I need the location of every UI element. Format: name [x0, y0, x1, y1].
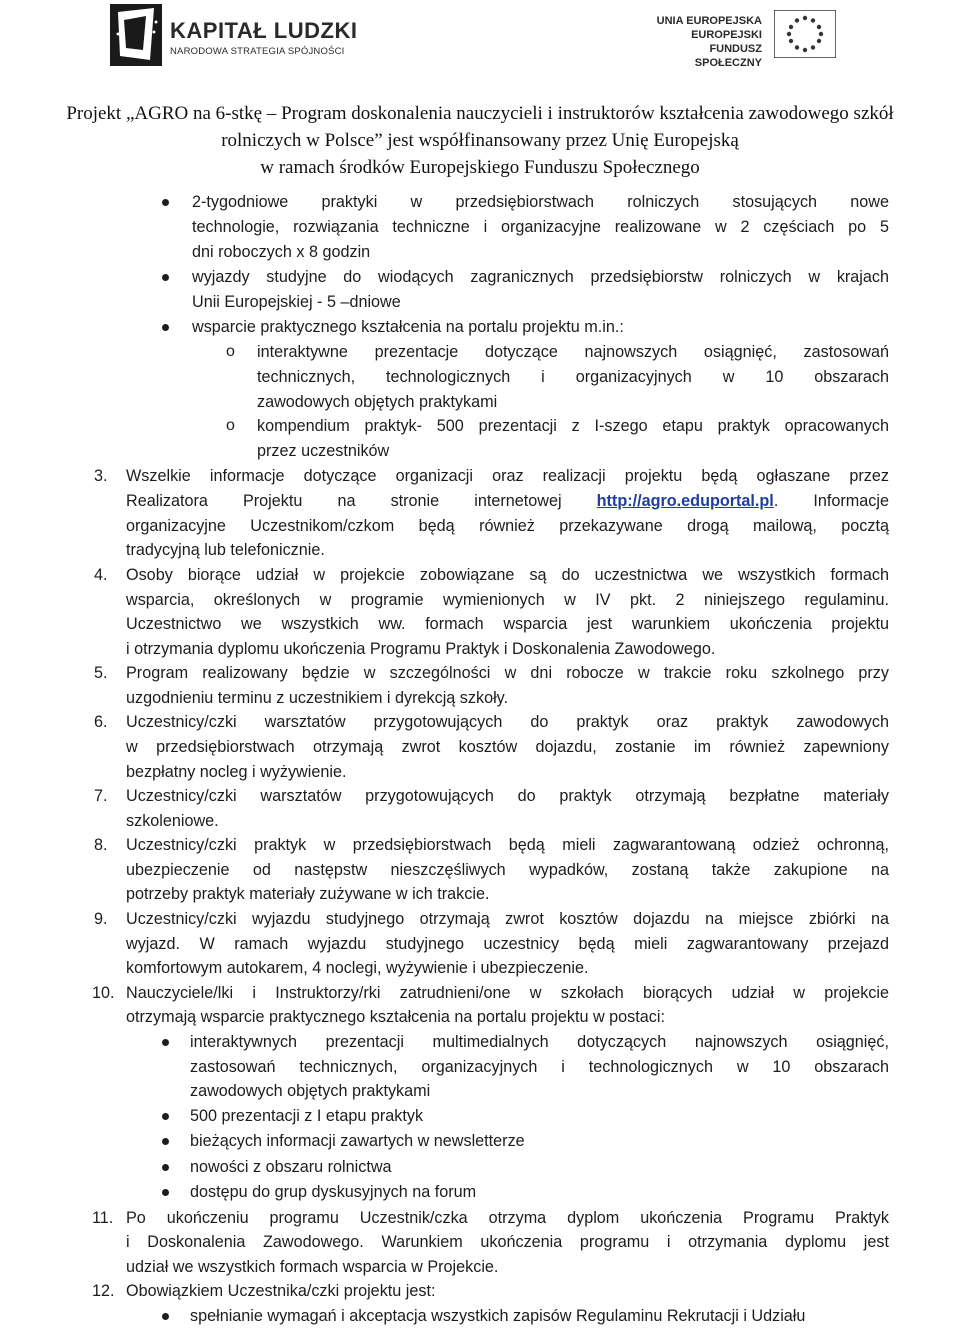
paragraph-line: Uczestnicy/czki wyjazdu studyjnego otrzymają zwrot kosztów dojazdu na miejsce zbiórki na	[126, 910, 889, 928]
point-number: 6.	[94, 713, 108, 731]
paragraph-line: Wszelkie informacje dotyczące organizacji oraz realizacji projektu będą ogłaszane przez	[126, 467, 889, 485]
paragraph-line: tradycyjną lub telefonicznie.	[126, 541, 325, 559]
bullet-line: dni roboczych x 8 godzin	[192, 243, 371, 261]
paragraph-line: wsparcia, określonych w programie wymienionych w IV pkt. 2 niniejszego regulaminu.	[126, 591, 889, 609]
bullet-line: technologie, rozwiązania techniczne i organizacyjne realizowane w 2 częściach po 5	[192, 218, 889, 236]
paragraph-line: udział we wszystkich formach wsparcia w Projekcie.	[126, 1258, 499, 1276]
paragraph-line: Uczestnicy/czki warsztatów przygotowujących do praktyk otrzymają bezpłatne materiały	[126, 787, 889, 805]
point-number: 10.	[92, 984, 115, 1002]
point-number: 7.	[94, 787, 108, 805]
sub-bullet-line: interaktywne prezentacje dotyczące najnowszych osiągnięć, zastosowań	[257, 343, 889, 361]
paragraph-line: wyjazd. W ramach wyjazdu studyjnego uczestnicy będą mieli zagwarantowany przejazd	[126, 935, 889, 953]
point-number: 3.	[94, 467, 108, 485]
bullet-icon	[162, 324, 169, 331]
point-number: 8.	[94, 836, 108, 854]
bullet-line: bieżących informacji zawartych w newsletterze	[190, 1132, 525, 1150]
bullet-icon	[162, 1138, 169, 1145]
ue-line-1: UNIA EUROPEJSKA	[656, 15, 762, 27]
point-number: 12.	[92, 1282, 115, 1300]
paragraph-line: organizacyjne Uczestnikom/czkom będą również przekazywane drogą mailową, pocztą	[126, 517, 889, 535]
sub-bullet-line: kompendium praktyk- 500 prezentacji z I-szego etapu praktyk opracowanych	[257, 417, 889, 435]
paragraph-line: Nauczyciele/lki i Instruktorzy/rki zatrudnieni/one w szkołach biorących udział w projekcie	[126, 984, 889, 1002]
paragraph-line: ubezpieczenie od następstw nieszczęśliwych wypadków, zostaną także zakupione na	[126, 861, 889, 879]
page-header	[0, 0, 960, 95]
unia-europejska-logo	[640, 10, 845, 69]
paragraph-line: komfortowym autokarem, 4 noclegi, wyżywienie i ubezpieczenie.	[126, 959, 589, 977]
ue-line-3: FUNDUSZ SPOŁECZNY	[694, 43, 762, 69]
point-number: 9.	[94, 910, 108, 928]
bullet-line: 2-tygodniowe praktyki w przedsiębiorstwach rolniczych stosujących nowe	[192, 193, 889, 211]
paragraph-line: Uczestnicy/czki praktyk w przedsiębiorstwach będą mieli zagwarantowaną odzież ochronną,	[126, 836, 889, 854]
title-line-1: Projekt „AGRO na 6-stkę – Program doskonalenia nauczycieli i instruktorów kształcenia zawodowego szkół	[66, 103, 894, 124]
bullet-line: nowości z obszaru rolnictwa	[190, 1158, 392, 1176]
paragraph-line: Uczestnictwo we wszystkich ww. formach wsparcia jest warunkiem ukończenia projektu	[126, 615, 889, 633]
paragraph-text: Realizatora Projektu na stronie internetowej	[126, 492, 562, 510]
bullet-icon	[162, 1189, 169, 1196]
bullet-line: wyjazdy studyjne do wiodących zagranicznych przedsiębiorstw rolniczych w krajach	[192, 268, 889, 286]
sub-bullet-line: technicznych, technologicznych i organizacyjnych w 10 obszarach	[257, 368, 889, 386]
paragraph-line: Program realizowany będzie w szczególności w dni robocze w trakcie roku szkolnego przy	[126, 664, 889, 682]
title-line-3: w ramach środków Europejskiego Funduszu Społecznego	[260, 157, 700, 178]
bullet-line: 500 prezentacji z I etapu praktyk	[190, 1107, 424, 1125]
bullet-icon	[162, 1113, 169, 1120]
bullet-line: Unii Europejskiej - 5 –dniowe	[192, 293, 401, 311]
portal-link[interactable]: http://agro.eduportal.pl	[596, 492, 774, 510]
kapital-ludzki-title: KAPITAŁ LUDZKI	[170, 18, 358, 43]
bullet-line: zastosowań technicznych, organizacyjnych i technologicznych w 10 obszarach	[190, 1058, 889, 1076]
kapital-ludzki-emblem-icon	[110, 4, 162, 66]
bullet-line: dostępu do grup dyskusyjnych na forum	[190, 1183, 477, 1201]
bullet-icon	[162, 1039, 169, 1046]
paragraph-line: Osoby biorące udział w projekcie zobowiązane są do uczestnictwa we wszystkich formach	[126, 566, 889, 584]
ue-line-2: EUROPEJSKI	[691, 29, 762, 41]
paragraph-line: w przedsiębiorstwach otrzymają zwrot kosztów dojazdu, zostanie im również zapewniony	[126, 738, 889, 756]
bullet-line: wsparcie praktycznego kształcenia na portalu projektu m.in.:	[192, 318, 624, 336]
bullet-line: zawodowych objętych praktykami	[190, 1082, 431, 1100]
kapital-ludzki-subtitle: NARODOWA STRATEGIA SPÓJNOŚCI	[170, 46, 345, 57]
paragraph-line: Obowiązkiem Uczestnika/czki projektu jest:	[126, 1282, 436, 1300]
bullet-icon	[162, 1164, 169, 1171]
eu-stars-icon	[774, 10, 836, 58]
project-title	[0, 100, 960, 181]
sub-bullet-icon: o	[226, 417, 235, 434]
point-number: 4.	[94, 566, 108, 584]
point-number: 11.	[92, 1209, 114, 1227]
paragraph-line: Uczestnicy/czki warsztatów przygotowujących do praktyk oraz praktyk zawodowych	[126, 713, 889, 731]
sub-bullet-line: zawodowych objętych praktykami	[257, 393, 498, 411]
paragraph-line	[126, 489, 889, 514]
paragraph-line: Po ukończeniu programu Uczestnik/czka otrzyma dyplom ukończenia Programu Praktyk	[126, 1209, 889, 1227]
sub-bullet-line: przez uczestników	[257, 442, 390, 460]
bullet-line: interaktywnych prezentacji multimedialnych dotyczących najnowszych osiągnięć,	[190, 1033, 889, 1051]
bullet-line: spełnianie wymagań i akceptacja wszystkich zapisów Regulaminu Rekrutacji i Udziału	[190, 1307, 806, 1325]
point-number: 5.	[94, 664, 108, 682]
ue-logo-text	[640, 14, 762, 70]
paragraph-line: uzgodnieniu terminu z uczestnikiem i dyrekcją szkoły.	[126, 689, 509, 707]
paragraph-text: . Informacje	[773, 492, 889, 510]
kapital-ludzki-logo	[110, 4, 358, 66]
paragraph-line: i otrzymania dyplomu ukończenia Programu Praktyk i Doskonalenia Zawodowego.	[126, 640, 716, 658]
paragraph-line: potrzeby praktyk materiały zużywane w ich trakcie.	[126, 885, 490, 903]
paragraph-line: bezpłatny nocleg i wyżywienie.	[126, 763, 347, 781]
paragraph-line: otrzymają wsparcie praktycznego kształcenia na portalu projektu w postaci:	[126, 1008, 665, 1026]
title-line-2: rolniczych w Polsce” jest współfinansowany przez Unię Europejską	[221, 130, 739, 151]
sub-bullet-icon: o	[226, 343, 235, 360]
bullet-icon	[162, 199, 169, 206]
bullet-icon	[162, 1313, 169, 1320]
bullet-icon	[162, 274, 169, 281]
paragraph-line: szkoleniowe.	[126, 812, 219, 830]
paragraph-line: i Doskonalenia Zawodowego. Warunkiem ukończenia programu i otrzymania dyplomu jest	[126, 1233, 889, 1251]
